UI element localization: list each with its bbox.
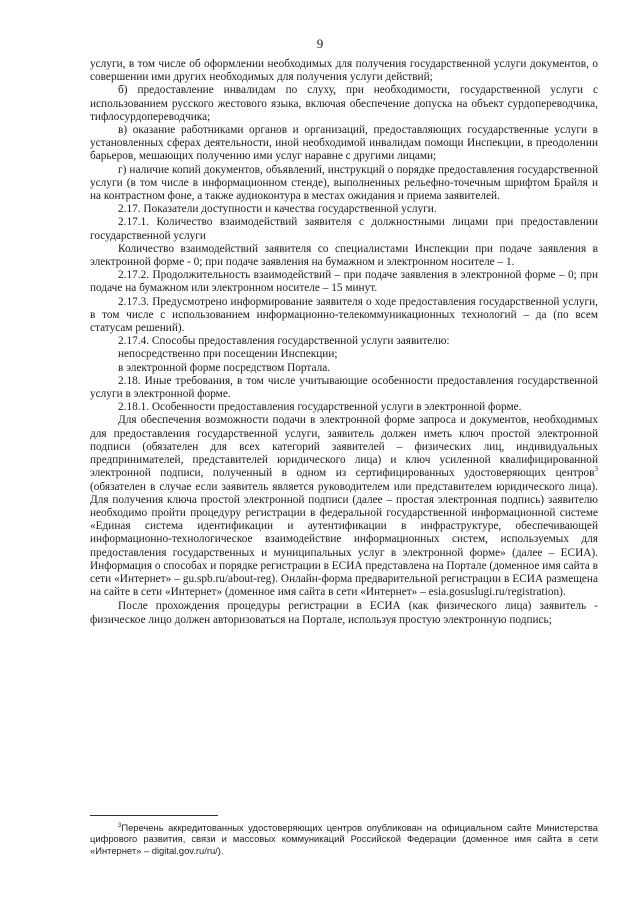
paragraph-interactions-count: Количество взаимодействий заявителя со специалистами Инспекции при подаче заявления в электронной форме - 0; при подаче заявления на бумажном и электронном носителе – 1. — [90, 242, 598, 269]
paragraph-electronic-signature — [90, 414, 598, 599]
paragraph-item-v: в) оказание работниками органов и организаций, предоставляющих государственные услуги в установленных сферах деятельности, иной необходимой инвалидам помощи Инспекции, в преодолении барьеров, мешающих получению ими услуг наравне с другими лицами; — [90, 124, 598, 163]
page-number: 9 — [316, 36, 324, 51]
paragraph-method-portal: в электронной форме посредством Портала. — [118, 361, 331, 374]
paragraph-services-continued: услуги, в том числе об оформлении необходимых для получения государственной услуги документов, о совершении ими других необходимых для получения услуги действий; — [90, 58, 598, 84]
section-2-18: 2.18. Иные требования, в том числе учитывающие особенности предоставления государственной услуги в электронной форме. — [90, 374, 598, 401]
paragraph-electronic-signature-part2: (обязателен в случае если заявитель является руководителем или представителем юридического лица). Для получения ключа простой электронной подписи (далее – простая электронная подпись) заявителю необходимо пройти процедуру регистрации в федеральной государственной информационной системе «Единая система идентификации и аутентификации в инфраструктуре, обеспечивающей информационно-технологическое взаимодействие информационных систем, используемых для предоставления государственных и муниципальных услуг в электронной форме» (далее – ЕСИА). Информация о способах и порядке регистрации в ЕСИА представлена на Портале (доменное имя сайта в сети «Интернет» – gu.spb.ru/about-reg). Онлайн-форма предварительной регистрации в ЕСИА размещена на сайте в сети «Интернет» (доменное имя сайта в сети «Интернет» – esia.gosuslugi.ru/registration). — [90, 480, 598, 599]
paragraph-after-registration: После прохождения процедуры регистрации в ЕСИА (как физического лица) заявитель - физическое лицо должен авторизоваться на Портале, используя простую электронную подпись; — [90, 600, 598, 626]
footnote-text-line — [90, 822, 598, 856]
footnote-reference: 3 — [594, 465, 598, 474]
paragraph-item-g: г) наличие копий документов, объявлений, инструкций о порядке предоставления государственной услуги (в том числе в информационном стенде), выполненных рельефно-точечным шрифтом Брайля и на контрастном фоне, а также аудиоконтура в местах ожидания и приема заявителей. — [90, 163, 598, 203]
paragraph-item-b: б) предоставление инвалидам по слуху, при необходимости, государственной услуги с использованием русского жестового языка, включая обеспечение допуска на объект сурдопереводчика, тифлосурдопереводчика; — [90, 84, 598, 123]
paragraph-electronic-signature-part1: Для обеспечения возможности подачи в электронной форме запроса и документов, необходимых для предоставления государственной услуги, заявитель должен иметь ключ простой электронной подписи (обязателен для всех категорий заявителей – физических лиц, индивидуальных предпринимателей, представителей юридического лица) и ключ усиленной квалифицированной электронной подписи, полученный в одном из сертифицированных удостоверяющих центров — [90, 414, 598, 480]
footnote-text: Перечень аккредитованных удостоверяющих центров опубликован на официальном сайте Министерства цифрового развития, связи и массовых коммуникаций Российской Федерации (доменное имя сайта в сети «Интернет» – digital.gov.ru/ru/). — [90, 822, 598, 856]
section-2-17-4: 2.17.4. Способы предоставления государственной услуги заявителю: — [118, 335, 450, 348]
section-2-17-heading: 2.17. Показатели доступности и качества государственной услуги. — [118, 203, 437, 216]
footnote — [90, 822, 598, 856]
footnote-divider — [90, 815, 218, 816]
section-2-17-2: 2.17.2. Продолжительность взаимодействий – при подаче заявления в электронной форме – 0; при подаче на бумажном или электронном носителе – 15 минут. — [90, 269, 598, 295]
footnote-number: 3 — [118, 822, 122, 829]
section-2-17-3: 2.17.3. Предусмотрено информирование заявителя о ходе предоставления государственной услуги, в том числе с использованием информационно-телекоммуникационных технологий – да (по всем статусам решений). — [90, 295, 598, 335]
section-2-17-1: 2.17.1. Количество взаимодействий заявителя с должностными лицами при предоставлении государственной услуги — [90, 216, 598, 242]
section-2-18-1: 2.18.1. Особенности предоставления государственной услуги в электронной форме. — [118, 401, 522, 414]
paragraph-method-in-person: непосредственно при посещении Инспекции; — [118, 348, 338, 361]
document-body — [90, 58, 598, 627]
